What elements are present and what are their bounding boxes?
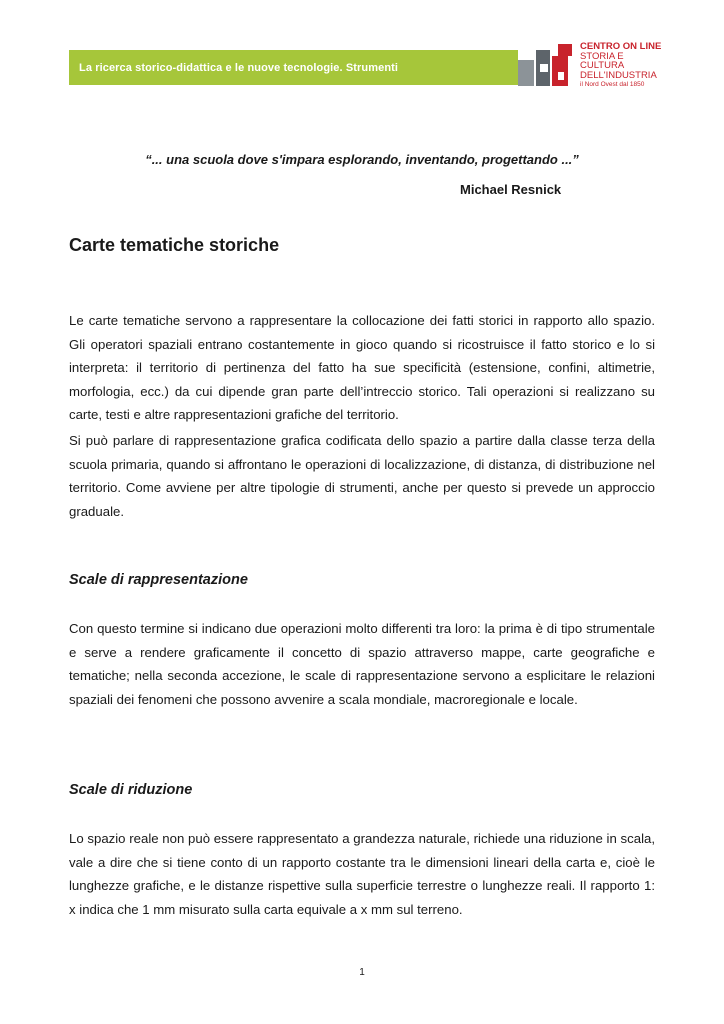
scale-rappresentazione-paragraph: Con questo termine si indicano due operazioni molto differenti tra loro: la prima è di tipo strumentale e serve a rendere graficamente il concetto di spazio attraverso mappe, carte geografiche e tematiche; nella seconda accezione, le scale di rappresentazione servono a esplicitare le relazioni spaziali dei fenomeni che possono avvenire a scala mondiale, macroregionale e locale. — [69, 621, 655, 707]
logo-line-2: STORIA E CULTURA — [580, 50, 625, 71]
section-heading-scale-rappresentazione: Scale di rappresentazione — [69, 572, 248, 588]
logo-line-3: DELL'INDUSTRIA — [580, 69, 657, 81]
intro-paragraph-2: Si può parlare di rappresentazione grafica codificata dello spazio a partire dalla classe terza della scuola primaria, quando si affrontano le operazioni di localizzazione, di distanza, di distribuzione nel territorio. Come avviene per altre tipologie di strumenti, anche per questo si prevede un approccio graduale. — [69, 433, 655, 519]
page-number: 1 — [359, 967, 365, 978]
logo-line-1: CENTRO ON LINE — [580, 41, 662, 52]
section-heading-scale-riduzione: Scale di riduzione — [69, 782, 193, 798]
intro-paragraph-1: Le carte tematiche servono a rappresentare la collocazione dei fatti storici in rapporto allo spazio. Gli operatori spaziali entrano costantemente in gioco quando si ricostruisce il fatto storico e lo si interpreta: il territorio di pertinenza del fatto ha sue specificità (estensione, confini, altimetrie, morfologia, ecc.) da cui dipende gran parte dell’intreccio storico. Tali operazioni si realizzano su carte, testi e altre rappresentazioni grafiche del territorio. — [69, 313, 655, 422]
logo-mark-icon — [518, 42, 580, 86]
epigraph-author: Michael Resnick — [460, 182, 562, 197]
header-banner-text: La ricerca storico-didattica e le nuove tecnologie. Strumenti — [79, 61, 399, 74]
logo-text — [580, 42, 668, 89]
epigraph-quote: “... una scuola dove s'impara esplorando, inventando, progettando ...” — [145, 152, 579, 167]
logo-line-4: il Nord Ovest dal 1850 — [580, 81, 645, 88]
centro-online-logo — [518, 42, 668, 86]
scale-riduzione-paragraph: Lo spazio reale non può essere rappresentato a grandezza naturale, richiede una riduzione in scala, vale a dire che si tiene conto di un rapporto costante tra le dimensioni lineari della carta e, cioè le lunghezze grafiche, e le distanze rispettive sulla superficie terrestre o lunghezze reali. Il rapporto 1: x indica che 1 mm misurato sulla carta equivale a x mm sul terreno. — [69, 831, 655, 917]
page-title: Carte tematiche storiche — [69, 235, 280, 255]
header-banner — [69, 50, 518, 85]
